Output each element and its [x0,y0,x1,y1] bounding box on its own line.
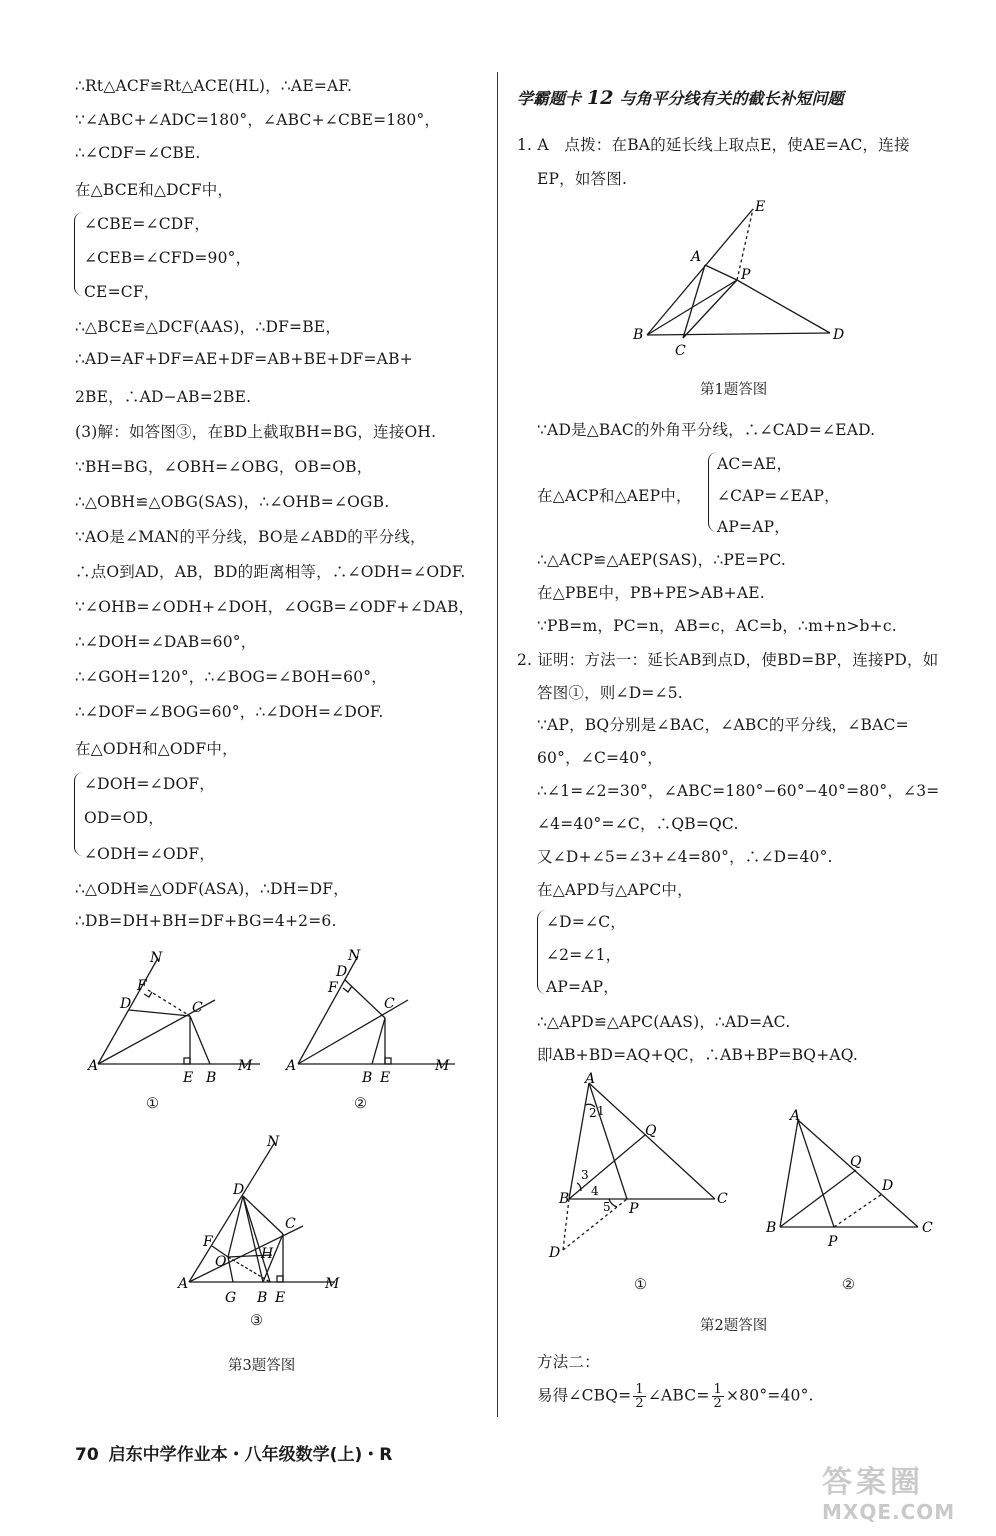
text-line: ∴AD=AF+DF=AE+DF=AB+BE+DF=AB+ [75,350,413,368]
text-line: ∠CBE=∠CDF， [84,215,211,233]
svg-text:D: D [882,1178,894,1194]
text-line: AP=AP， [546,978,619,996]
text-line: 2. 证明：方法一：延长AB到点D，使BD=BP，连接PD，如 [517,651,939,669]
text-line: 答图①，则∠D=∠5. [537,684,683,702]
svg-text:C: C [717,1191,728,1207]
text-line: ∴点O到AD，AB，BD的距离相等，∴∠ODH=∠ODF. [75,563,466,581]
text-line: ∴∠GOH=120°，∴∠BOG=∠BOH=60°， [75,668,387,686]
text-line: ∠ODH=∠ODF， [84,845,216,863]
text-line: AP=AP， [717,518,790,536]
text-line: 60°，∠C=40°， [537,749,663,767]
svg-text:D: D [549,1245,561,1261]
text-line: AC=AE， [717,455,793,473]
svg-text:3: 3 [581,1168,589,1182]
svg-text:Q: Q [850,1154,862,1170]
svg-text:D: D [120,996,132,1012]
section-heading [517,86,843,109]
svg-text:A: A [691,249,702,265]
text-line: ∠DOH=∠DOF， [84,775,216,793]
text-line: ∵∠ABC+∠ADC=180°，∠ABC+∠CBE=180°， [75,111,441,129]
svg-text:G: G [225,1290,237,1306]
figure-label: ③ [250,1313,263,1329]
brace [708,452,717,532]
figure-caption: 第3题答图 [228,1358,296,1374]
text-line: OD=OD， [84,809,164,827]
text-line: ∴∠CDF=∠CBE. [75,144,201,162]
text-line: 在△ACP和△AEP中， [537,487,692,505]
text-line: ∴△ACP≌△AEP(SAS)，∴PE=PC. [537,551,786,569]
brace [537,910,546,994]
heading-number: 12 [587,87,614,109]
text-line: 2BE，∴AD−AB=2BE. [75,388,252,406]
svg-text:E: E [755,199,766,215]
text-line: ∴∠DOF=∠BOG=60°，∴∠DOH=∠DOF. [75,703,384,721]
svg-text:C: C [285,1216,296,1232]
text-line: ∠CEB=∠CFD=90°， [84,249,252,267]
svg-text:D: D [233,1182,245,1198]
svg-text:E: E [183,1070,194,1086]
svg-text:P: P [629,1201,639,1217]
svg-text:M: M [238,1058,253,1074]
svg-text:4: 4 [591,1184,599,1198]
svg-text:H: H [261,1246,274,1262]
svg-text:N: N [150,950,163,966]
text-line: ∵BH=BG，∠OBH=∠OBG，OB=OB， [75,458,373,476]
text-line: ∴Rt△ACF≌Rt△ACE(HL)，∴AE=AF. [75,77,353,95]
column-divider [497,72,498,1417]
text-line: ∵PB=m，PC=n，AB=c，AC=b，∴m+n>b+c. [537,617,897,635]
page-number: 70 [75,1445,99,1465]
svg-text:M: M [435,1058,450,1074]
svg-text:D: D [336,964,348,980]
text-line: 在△ODH和△ODF中， [75,740,238,758]
figure-label: ② [354,1096,367,1112]
svg-text:B: B [633,327,644,343]
watermark-title: 答案圈 [822,1465,924,1500]
svg-text:M: M [325,1276,340,1292]
svg-text:C: C [384,996,395,1012]
watermark-url: MXQE.COM [822,1500,956,1524]
text-line: ∵AD是△BAC的外角平分线，∴∠CAD=∠EAD. [537,421,876,439]
svg-text:B: B [206,1070,217,1086]
svg-text:A: A [178,1276,189,1292]
fraction-denominator: 2 [713,1396,723,1411]
text-line: ∠4=40°=∠C，∴QB=QC. [537,815,739,833]
fraction-numerator: 1 [713,1382,723,1397]
svg-text:C: C [675,343,686,359]
text-line: ∴△ODH≌△ODF(ASA)，∴DH=DF， [75,880,349,898]
text-line: 1. A 点拨：在BA的延长线上取点E，使AE=AC，连接 [517,136,910,154]
svg-text:B: B [559,1191,570,1207]
svg-text:B: B [362,1070,373,1086]
text-line: ∴∠1=∠2=30°，∠ABC=180°−60°−40°=80°，∠3= [537,782,940,800]
text-line: ∴△BCE≌△DCF(AAS)，∴DF=BE， [75,318,342,336]
svg-text:A: A [88,1058,99,1074]
figure-1 [625,195,865,369]
text-line: EP，如答图. [537,170,628,188]
text-line: ∵AO是∠MAN的平分线，BO是∠ABD的平分线， [75,528,426,546]
text-line: ∠D=∠C， [546,913,626,931]
brace [74,212,83,296]
text-line: ∠CAP=∠EAP， [717,487,840,505]
text-line: 即AB+BD=AQ+QC，∴AB+BP=BQ+AQ. [537,1046,859,1064]
svg-text:O: O [215,1254,227,1270]
svg-text:P: P [828,1234,838,1250]
fraction [712,1383,724,1410]
fraction-denominator: 2 [635,1396,644,1411]
watermark [822,1466,972,1528]
svg-text:N: N [348,948,361,964]
svg-text:F: F [203,1234,213,1250]
text-line: 又∠D+∠5=∠3+∠4=80°，∴∠D=40°. [537,848,833,866]
page-footer [75,1440,392,1465]
heading-prefix: 学霸题卡 [517,89,582,108]
formula-suffix: ×80°=40°. [726,1386,814,1405]
fraction [633,1383,645,1410]
text-line: ∴DB=DH+BH=DF+BG=4+2=6. [75,912,337,930]
book-title: 启东中学作业本・八年级数学(上)・R [108,1445,393,1465]
svg-text:Q: Q [645,1123,657,1139]
svg-text:D: D [833,327,845,343]
svg-text:P: P [741,267,751,283]
figure-caption: 第2题答图 [700,1318,768,1334]
text-line: (3)解：如答图③，在BD上截取BH=BG，连接OH. [75,423,437,441]
svg-text:2: 2 [589,1106,597,1120]
svg-text:E: E [380,1070,391,1086]
figure-label: ① [146,1096,159,1112]
text-line: 在△BCE和△DCF中， [75,181,234,199]
svg-text:5: 5 [603,1200,611,1214]
formula-prefix: 易得∠CBQ= [537,1386,632,1405]
text-line: ∴△APD≌△APC(AAS)，∴AD=AC. [537,1013,791,1031]
formula-line [537,1383,814,1410]
svg-text:1: 1 [597,1104,605,1118]
svg-text:E: E [275,1290,286,1306]
brace [74,772,83,856]
figure-caption: 第1题答图 [700,382,768,398]
svg-text:A: A [286,1058,297,1074]
svg-text:B: B [766,1220,777,1236]
figure-3-3 [175,1130,365,1324]
figure-label: ① [634,1277,647,1293]
svg-text:A: A [790,1108,801,1124]
svg-text:F: F [328,980,338,996]
text-line: ∵∠OHB=∠ODH+∠DOH，∠OGB=∠ODF+∠DAB， [75,598,475,616]
heading-title: 与角平分线有关的截长补短问题 [619,89,844,108]
figure-3-1 [80,950,270,1124]
svg-text:A: A [585,1071,596,1087]
svg-text:C: C [192,1000,203,1016]
text-line: ∴∠DOH=∠DAB=60°， [75,633,257,651]
svg-text:F: F [137,978,147,994]
text-line: ∠2=∠1， [546,946,622,964]
text-line: 方法二： [537,1353,600,1371]
text-line: 在△APD与△APC中， [537,881,693,899]
figure-3-2 [280,950,470,1124]
svg-text:N: N [267,1134,280,1150]
svg-text:C: C [922,1220,933,1236]
svg-text:B: B [257,1290,268,1306]
fraction-numerator: 1 [635,1382,644,1397]
text-line: CE=CF， [84,283,160,301]
text-line: ∵AP，BQ分别是∠BAC，∠ABC的平分线，∠BAC= [537,716,909,734]
figure-2-1 [545,1071,745,1269]
text-line: 在△PBE中，PB+PE>AB+AE. [537,584,765,602]
text-line: ∴△OBH≌△OBG(SAS)，∴∠OHB=∠OGB. [75,493,390,511]
figure-label: ② [842,1277,855,1293]
figure-2-2 [760,1100,940,1254]
formula-mid: ∠ABC= [647,1386,710,1405]
